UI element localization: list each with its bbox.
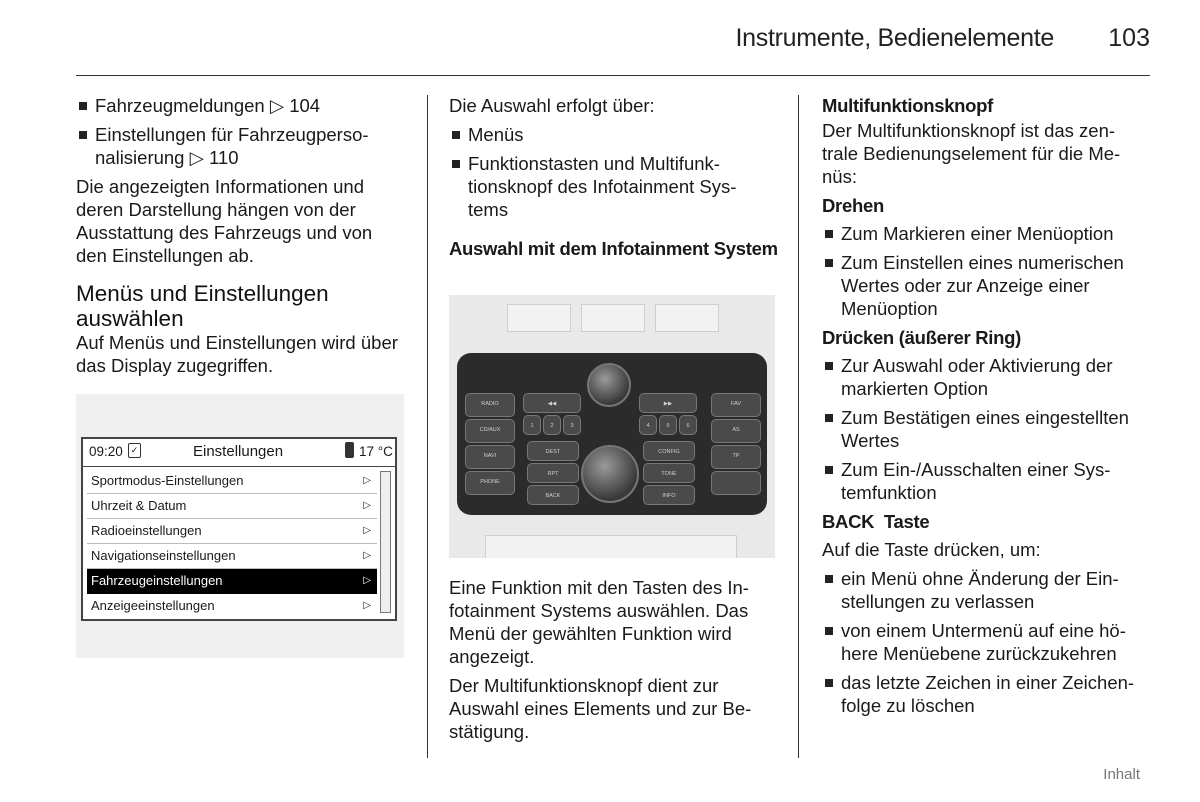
column-3 [822, 94, 1152, 723]
display-screenshot [76, 394, 404, 658]
tone-button: TONE [643, 463, 695, 483]
preset-3: 3 [563, 415, 581, 435]
chevron-right-icon: ▷ [363, 475, 371, 486]
menu-item-label: Anzeigeeinstellungen [91, 598, 215, 613]
fav-button: FAV [711, 393, 761, 417]
clock-icon: ✓ [128, 443, 141, 458]
chevron-right-icon: ▷ [363, 500, 371, 511]
chevron-right-icon: ▷ [363, 525, 371, 536]
back-button: BACK [527, 485, 579, 505]
volume-knob [587, 363, 631, 407]
contents-link[interactable]: Inhalt [1103, 766, 1140, 783]
column-1 [76, 94, 406, 383]
section-heading: Menüs und Einstellungen auswählen [76, 281, 329, 331]
menu-item[interactable] [87, 544, 377, 569]
config-button: CONFIG [643, 441, 695, 461]
chevron-right-icon: ▷ [363, 575, 371, 586]
list-item: ein Menü ohne Änderung der Ein- stellungen zu verlassen [822, 567, 1152, 613]
seek-back-button: ◀◀ [523, 393, 581, 413]
subsection-heading: Auswahl mit dem Infotainment System [449, 238, 778, 259]
list-item: Zum Markieren einer Menüoption [822, 222, 1152, 245]
vent-slot [581, 304, 645, 332]
list-item: von einem Untermenü auf eine hö- here Menüebene zurückzukehren [822, 619, 1152, 665]
menu-item[interactable] [87, 594, 377, 618]
menu-item-label: Fahrzeugeinstellungen [91, 573, 223, 588]
header-rule [76, 75, 1150, 76]
preset-6: 6 [679, 415, 697, 435]
bullet-text: Fahrzeugmeldungen [95, 95, 270, 116]
page-ref[interactable]: 104 [289, 95, 321, 116]
list-item: Zum Bestätigen eines eingestellten Wertes [822, 406, 1152, 452]
power-button [711, 471, 761, 495]
tp-button: TP [711, 445, 761, 469]
menu-item-label: Radioeinstellungen [91, 523, 202, 538]
radio-button: RADIO [465, 393, 515, 417]
settings-screen [81, 437, 397, 621]
list-item [76, 94, 406, 117]
chevron-right-icon: ▷ [363, 600, 371, 611]
section-title: Instrumente, Bedienelemente [735, 24, 1054, 52]
list-item: das letzte Zeichen in einer Zeichen- folge zu löschen [822, 671, 1152, 717]
page-number: 103 [1108, 24, 1150, 52]
list-item: Menüs [449, 123, 779, 146]
settings-menu [87, 469, 377, 618]
paragraph: Der Multifunktionsknopf ist das zen- trale Bedienungselement für die Me- nüs: [822, 120, 1121, 187]
navi-button: NAVI [465, 445, 515, 469]
thermometer-icon [345, 442, 354, 458]
rpt-button: RPT [527, 463, 579, 483]
preset-2: 2 [543, 415, 561, 435]
page-ref-icon[interactable]: ▷ [269, 95, 290, 116]
page-ref[interactable]: 110 [209, 147, 239, 168]
temperature: 17 °C [359, 444, 393, 459]
vent-slot [485, 535, 737, 558]
paragraph: Eine Funktion mit den Tasten des In-fotainment Systems auswählen. Das Menü der gewählten Funktion wird angezeigt. [449, 577, 749, 667]
vent-slot [507, 304, 571, 332]
clock-time: 09:20 [89, 444, 123, 459]
phone-button: PHONE [465, 471, 515, 495]
preset-4: 4 [639, 415, 657, 435]
preset-1: 1 [523, 415, 541, 435]
column-2 [449, 94, 779, 266]
column-2-lower [449, 576, 779, 749]
subsection-heading: Drehen [822, 195, 884, 216]
bullet-text: Einstellungen für Fahrzeugperso- nalisierung [95, 124, 369, 168]
column-divider [427, 95, 428, 758]
subsection-heading: BACK Taste [822, 511, 930, 532]
screen-title: Einstellungen [193, 443, 284, 460]
dest-button: DEST [527, 441, 579, 461]
menu-item[interactable] [87, 494, 377, 519]
infotainment-panel-image [449, 295, 775, 558]
list-item: Zum Ein-/Ausschalten einer Sys- temfunktion [822, 458, 1152, 504]
menu-item-label: Uhrzeit & Datum [91, 498, 187, 513]
control-board [457, 353, 767, 515]
scrollbar[interactable] [380, 471, 391, 613]
subsection-heading: Multifunktionsknopf [822, 95, 994, 116]
menu-item-label: Navigationseinstellungen [91, 548, 236, 563]
list-item: Funktionstasten und Multifunk- tionsknopf des Infotainment Sys- tems [449, 152, 779, 221]
paragraph: Die angezeigten Informationen und deren Darstellung hängen von der Ausstattung des Fahrzeugs und von den Einstellungen ab. [76, 176, 373, 266]
page-ref-icon[interactable]: ▷ [189, 147, 209, 168]
menu-item-label: Sportmodus-Einstellungen [91, 473, 244, 488]
paragraph: Auf die Taste drücken, um: [822, 539, 1041, 560]
menu-item[interactable] [87, 519, 377, 544]
as-button: AS [711, 419, 761, 443]
menu-item-selected[interactable] [87, 569, 377, 594]
list-item: Zur Auswahl oder Aktivierung der markierten Option [822, 354, 1152, 400]
subsection-heading: Drücken (äußerer Ring) [822, 327, 1021, 348]
cd-aux-button: CD/AUX [465, 419, 515, 443]
list-item [76, 123, 406, 169]
vent-slot [655, 304, 719, 332]
paragraph: Auf Menüs und Einstellungen wird über das Display zugegriffen. [76, 332, 398, 376]
column-divider [798, 95, 799, 758]
multifunction-knob [581, 445, 639, 503]
preset-5: 5 [659, 415, 677, 435]
screen-header [83, 439, 395, 465]
info-button: INFO [643, 485, 695, 505]
menu-item[interactable] [87, 469, 377, 494]
chevron-right-icon: ▷ [363, 550, 371, 561]
divider [83, 466, 395, 467]
list-item: Zum Einstellen eines numerischen Wertes oder zur Anzeige einer Menüoption [822, 251, 1152, 320]
paragraph: Der Multifunktionsknopf dient zur Auswahl eines Elements und zur Be-stätigung. [449, 675, 752, 742]
seek-forward-button: ▶▶ [639, 393, 697, 413]
paragraph: Die Auswahl erfolgt über: [449, 95, 655, 116]
